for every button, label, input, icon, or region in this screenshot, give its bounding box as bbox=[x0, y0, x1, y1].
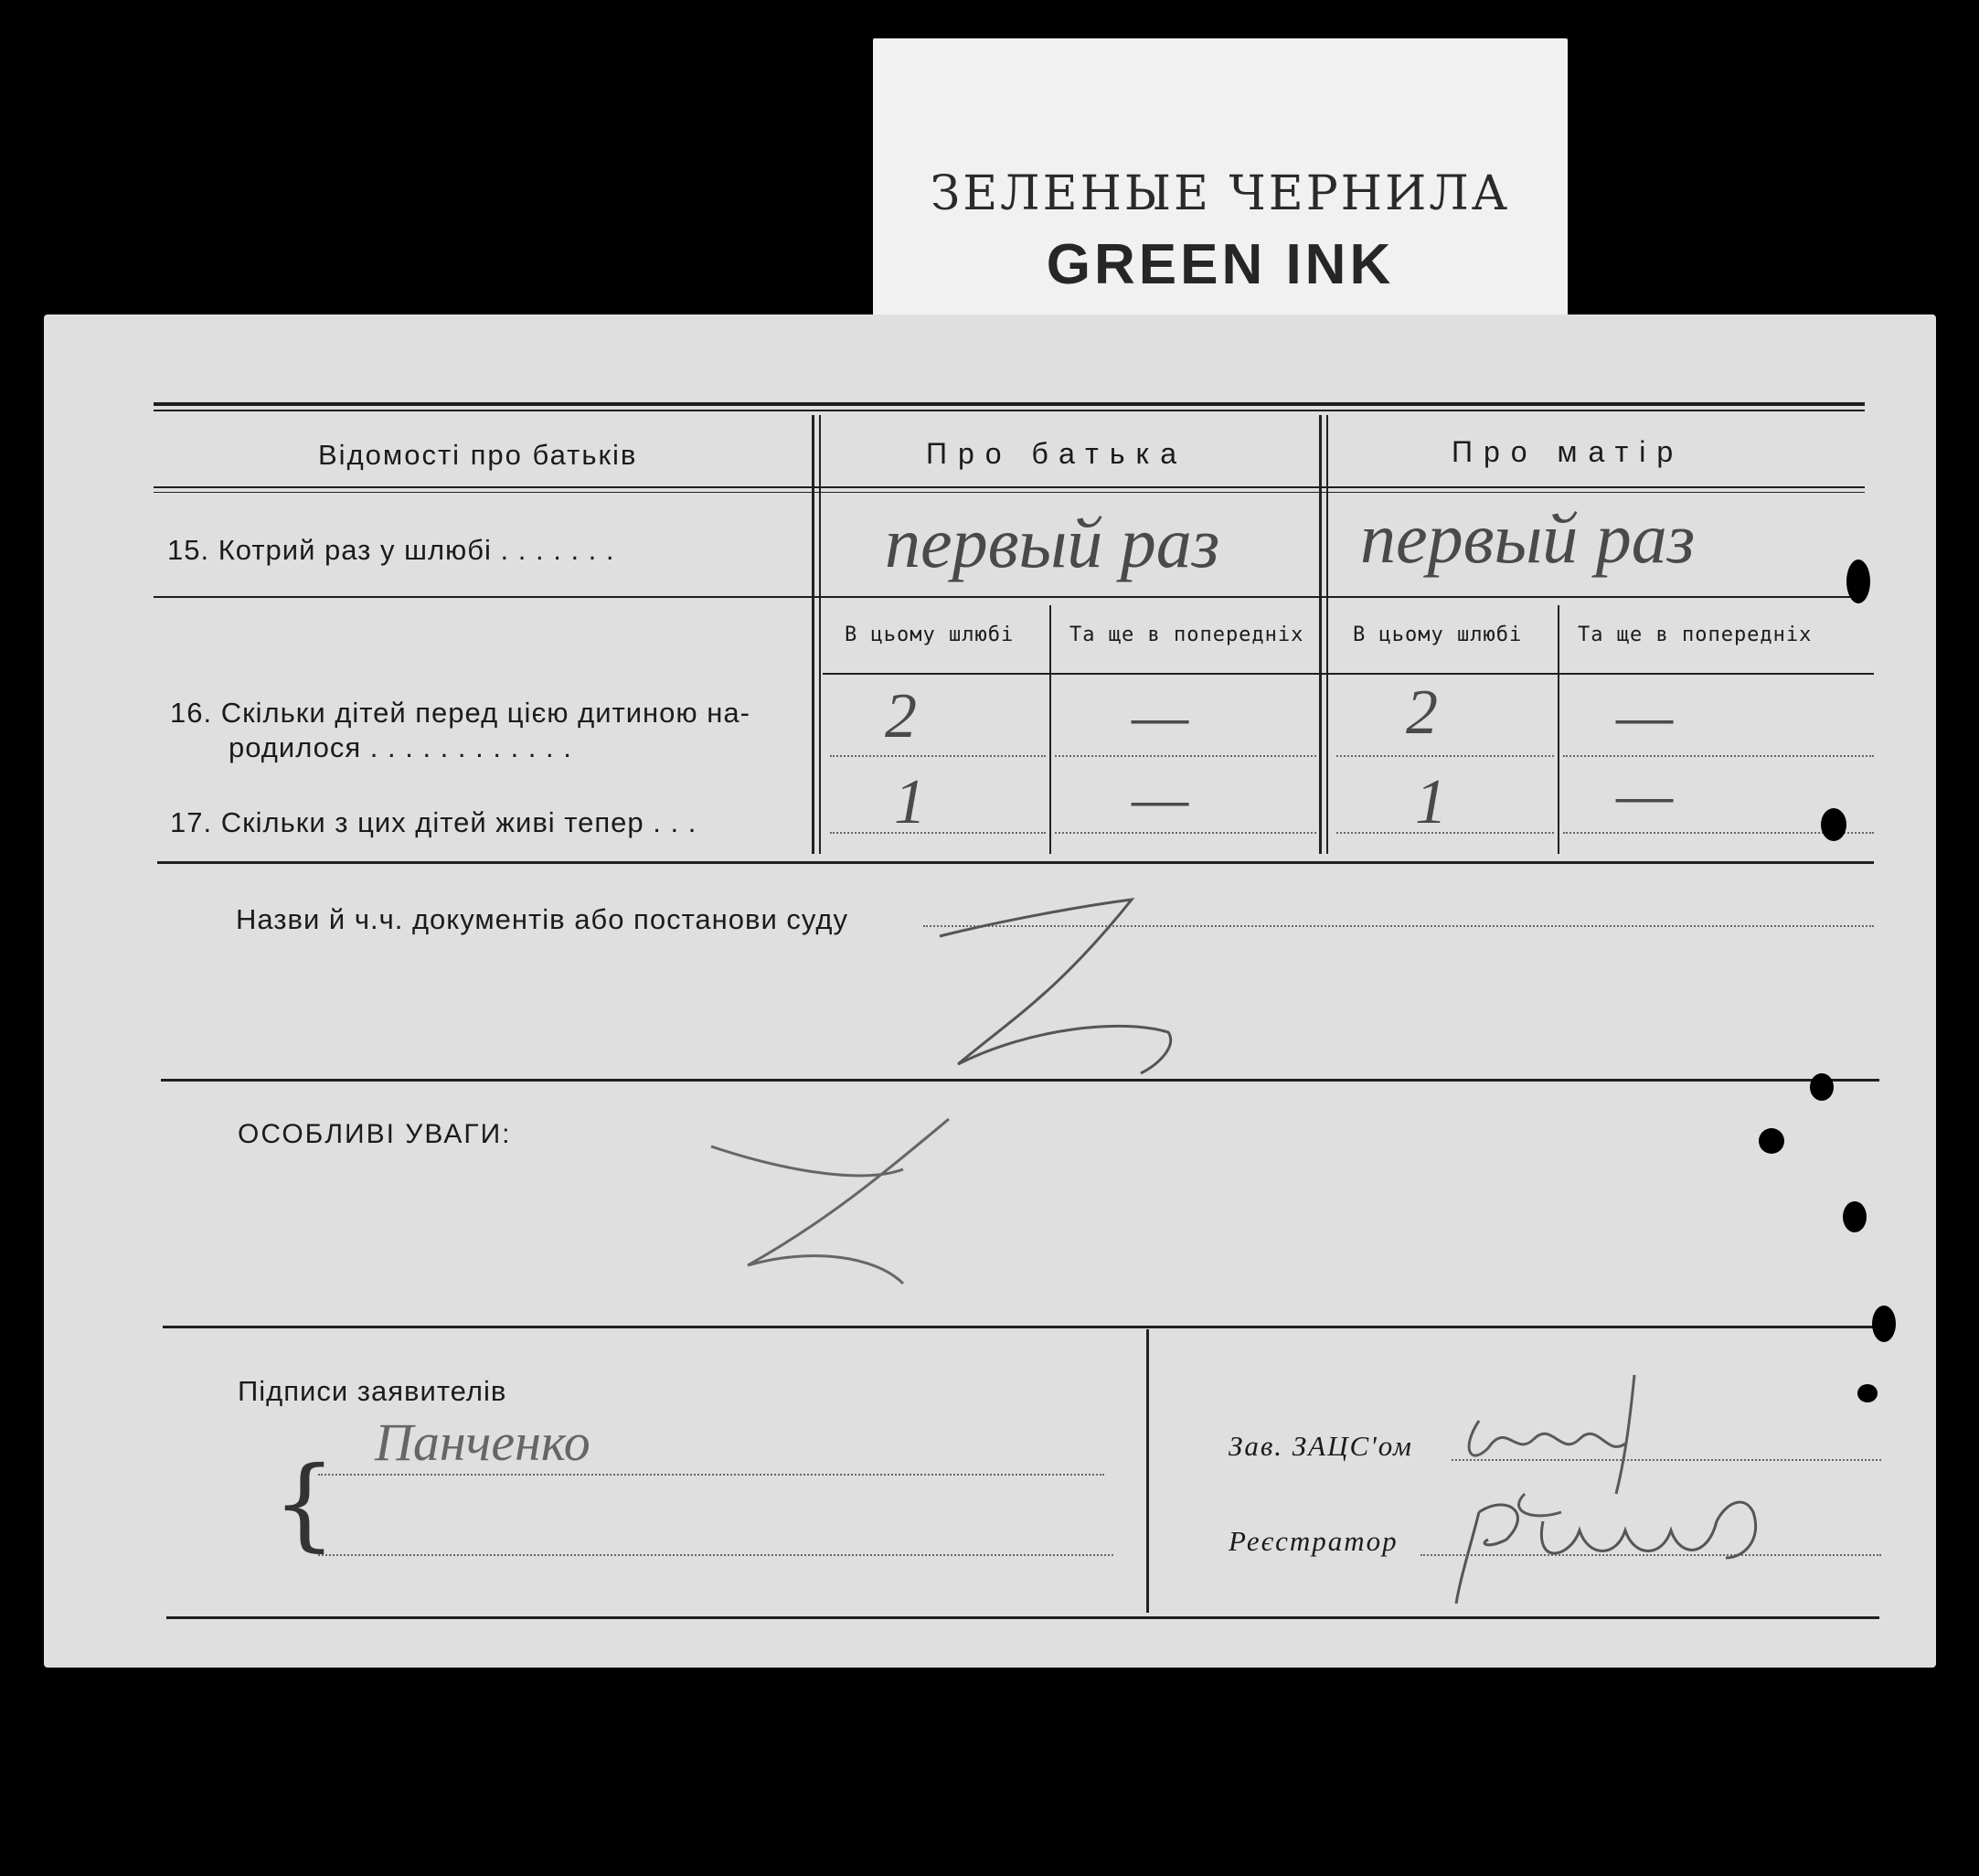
punch-hole bbox=[1821, 808, 1846, 841]
row15-mother-handwritten: первый раз bbox=[1360, 498, 1696, 578]
row16-mother-prev-line bbox=[1563, 755, 1874, 757]
subheader-rule bbox=[823, 673, 1874, 675]
applicant-signature-line-2 bbox=[318, 1554, 1113, 1556]
row17-label: 17. Скільки з цих дітей живі тепер . . . bbox=[170, 806, 697, 838]
punch-hole bbox=[1759, 1128, 1784, 1154]
row15-rule bbox=[154, 596, 1865, 598]
header-rule-2 bbox=[154, 492, 1865, 493]
row15-label: 15. Котрий раз у шлюбі . . . . . . . bbox=[167, 534, 615, 566]
special-notes-dash-strike bbox=[665, 1101, 1013, 1302]
punch-hole bbox=[1857, 1384, 1878, 1402]
stamp-russian-text: ЗЕЛЕНЫЕ ЧЕРНИЛА bbox=[930, 166, 1511, 221]
row16-mother-previous-value: — bbox=[1616, 681, 1674, 751]
father-this-marriage-header: В цьому шлюбі bbox=[845, 624, 1015, 646]
bottom-rule bbox=[166, 1616, 1879, 1619]
punch-hole bbox=[1810, 1073, 1834, 1101]
sub-divider-mother bbox=[1558, 605, 1559, 854]
sub-divider-father bbox=[1049, 605, 1051, 854]
head-label: Зав. ЗАЦС'ом bbox=[1229, 1430, 1413, 1462]
row17-father-this-value: 1 bbox=[894, 767, 926, 837]
row16-father-this-value: 2 bbox=[885, 681, 917, 751]
top-rule bbox=[154, 402, 1865, 406]
row17-mother-this-value: 1 bbox=[1415, 767, 1447, 837]
row17-mother-previous-value: — bbox=[1616, 760, 1674, 830]
documents-rule bbox=[161, 1079, 1879, 1082]
header-about-mother: Про матір bbox=[1452, 435, 1685, 468]
applicant-signature-line-1 bbox=[318, 1474, 1104, 1476]
stamp-english-text: GREEN INK bbox=[1046, 233, 1395, 296]
row16-label-line2: родилося . . . . . . . . . . . . bbox=[229, 731, 572, 763]
row16-father-line bbox=[830, 755, 1046, 757]
row16-father-prev-line bbox=[1055, 755, 1316, 757]
signature-brace: { bbox=[272, 1444, 336, 1562]
column-divider-father-2 bbox=[819, 415, 821, 854]
column-divider-mother-2 bbox=[1326, 415, 1328, 854]
signatures-label: Підписи заявителів bbox=[238, 1375, 507, 1407]
special-notes-label: ОСОБЛИВІ УВАГИ: bbox=[238, 1119, 512, 1149]
registrar-label: Реєстратор bbox=[1229, 1525, 1399, 1557]
header-about-father: Про батька bbox=[926, 437, 1187, 470]
top-rule-thin bbox=[154, 410, 1865, 411]
mother-this-marriage-header: В цьому шлюбі bbox=[1353, 624, 1523, 646]
applicant-signature: Панченко bbox=[375, 1412, 591, 1472]
punch-hole bbox=[1846, 560, 1870, 603]
row16-mother-line bbox=[1336, 755, 1554, 757]
header-parents-info: Відомості про батьків bbox=[318, 439, 638, 471]
row17-mother-line bbox=[1336, 832, 1554, 834]
punch-hole bbox=[1872, 1306, 1896, 1342]
table-bottom-rule bbox=[157, 861, 1874, 864]
notes-rule bbox=[163, 1326, 1878, 1328]
header-rule bbox=[154, 486, 1865, 488]
punch-hole bbox=[1843, 1201, 1867, 1232]
row17-father-line bbox=[830, 832, 1046, 834]
row15-father-handwritten: первый раз bbox=[885, 503, 1220, 582]
documents-dash-strike bbox=[903, 881, 1250, 1092]
registrar-signature-mark bbox=[1415, 1457, 1799, 1613]
row16-mother-this-value: 2 bbox=[1406, 677, 1438, 748]
row17-father-previous-value: — bbox=[1132, 763, 1189, 834]
mother-previous-header: Та ще в попередніх bbox=[1578, 624, 1813, 646]
column-divider-mother bbox=[1319, 415, 1322, 854]
row16-father-previous-value: — bbox=[1132, 681, 1189, 751]
father-previous-header: Та ще в попередніх bbox=[1069, 624, 1304, 646]
column-divider-father bbox=[812, 415, 814, 854]
form-sheet bbox=[44, 314, 1936, 1668]
signature-divider bbox=[1146, 1329, 1149, 1613]
archive-stamp bbox=[873, 38, 1568, 329]
row17-father-prev-line bbox=[1055, 832, 1316, 834]
documents-label: Назви й ч.ч. документів або постанови суду bbox=[236, 903, 848, 935]
row16-label-line1: 16. Скільки дітей перед цією дитиною на- bbox=[170, 697, 750, 729]
